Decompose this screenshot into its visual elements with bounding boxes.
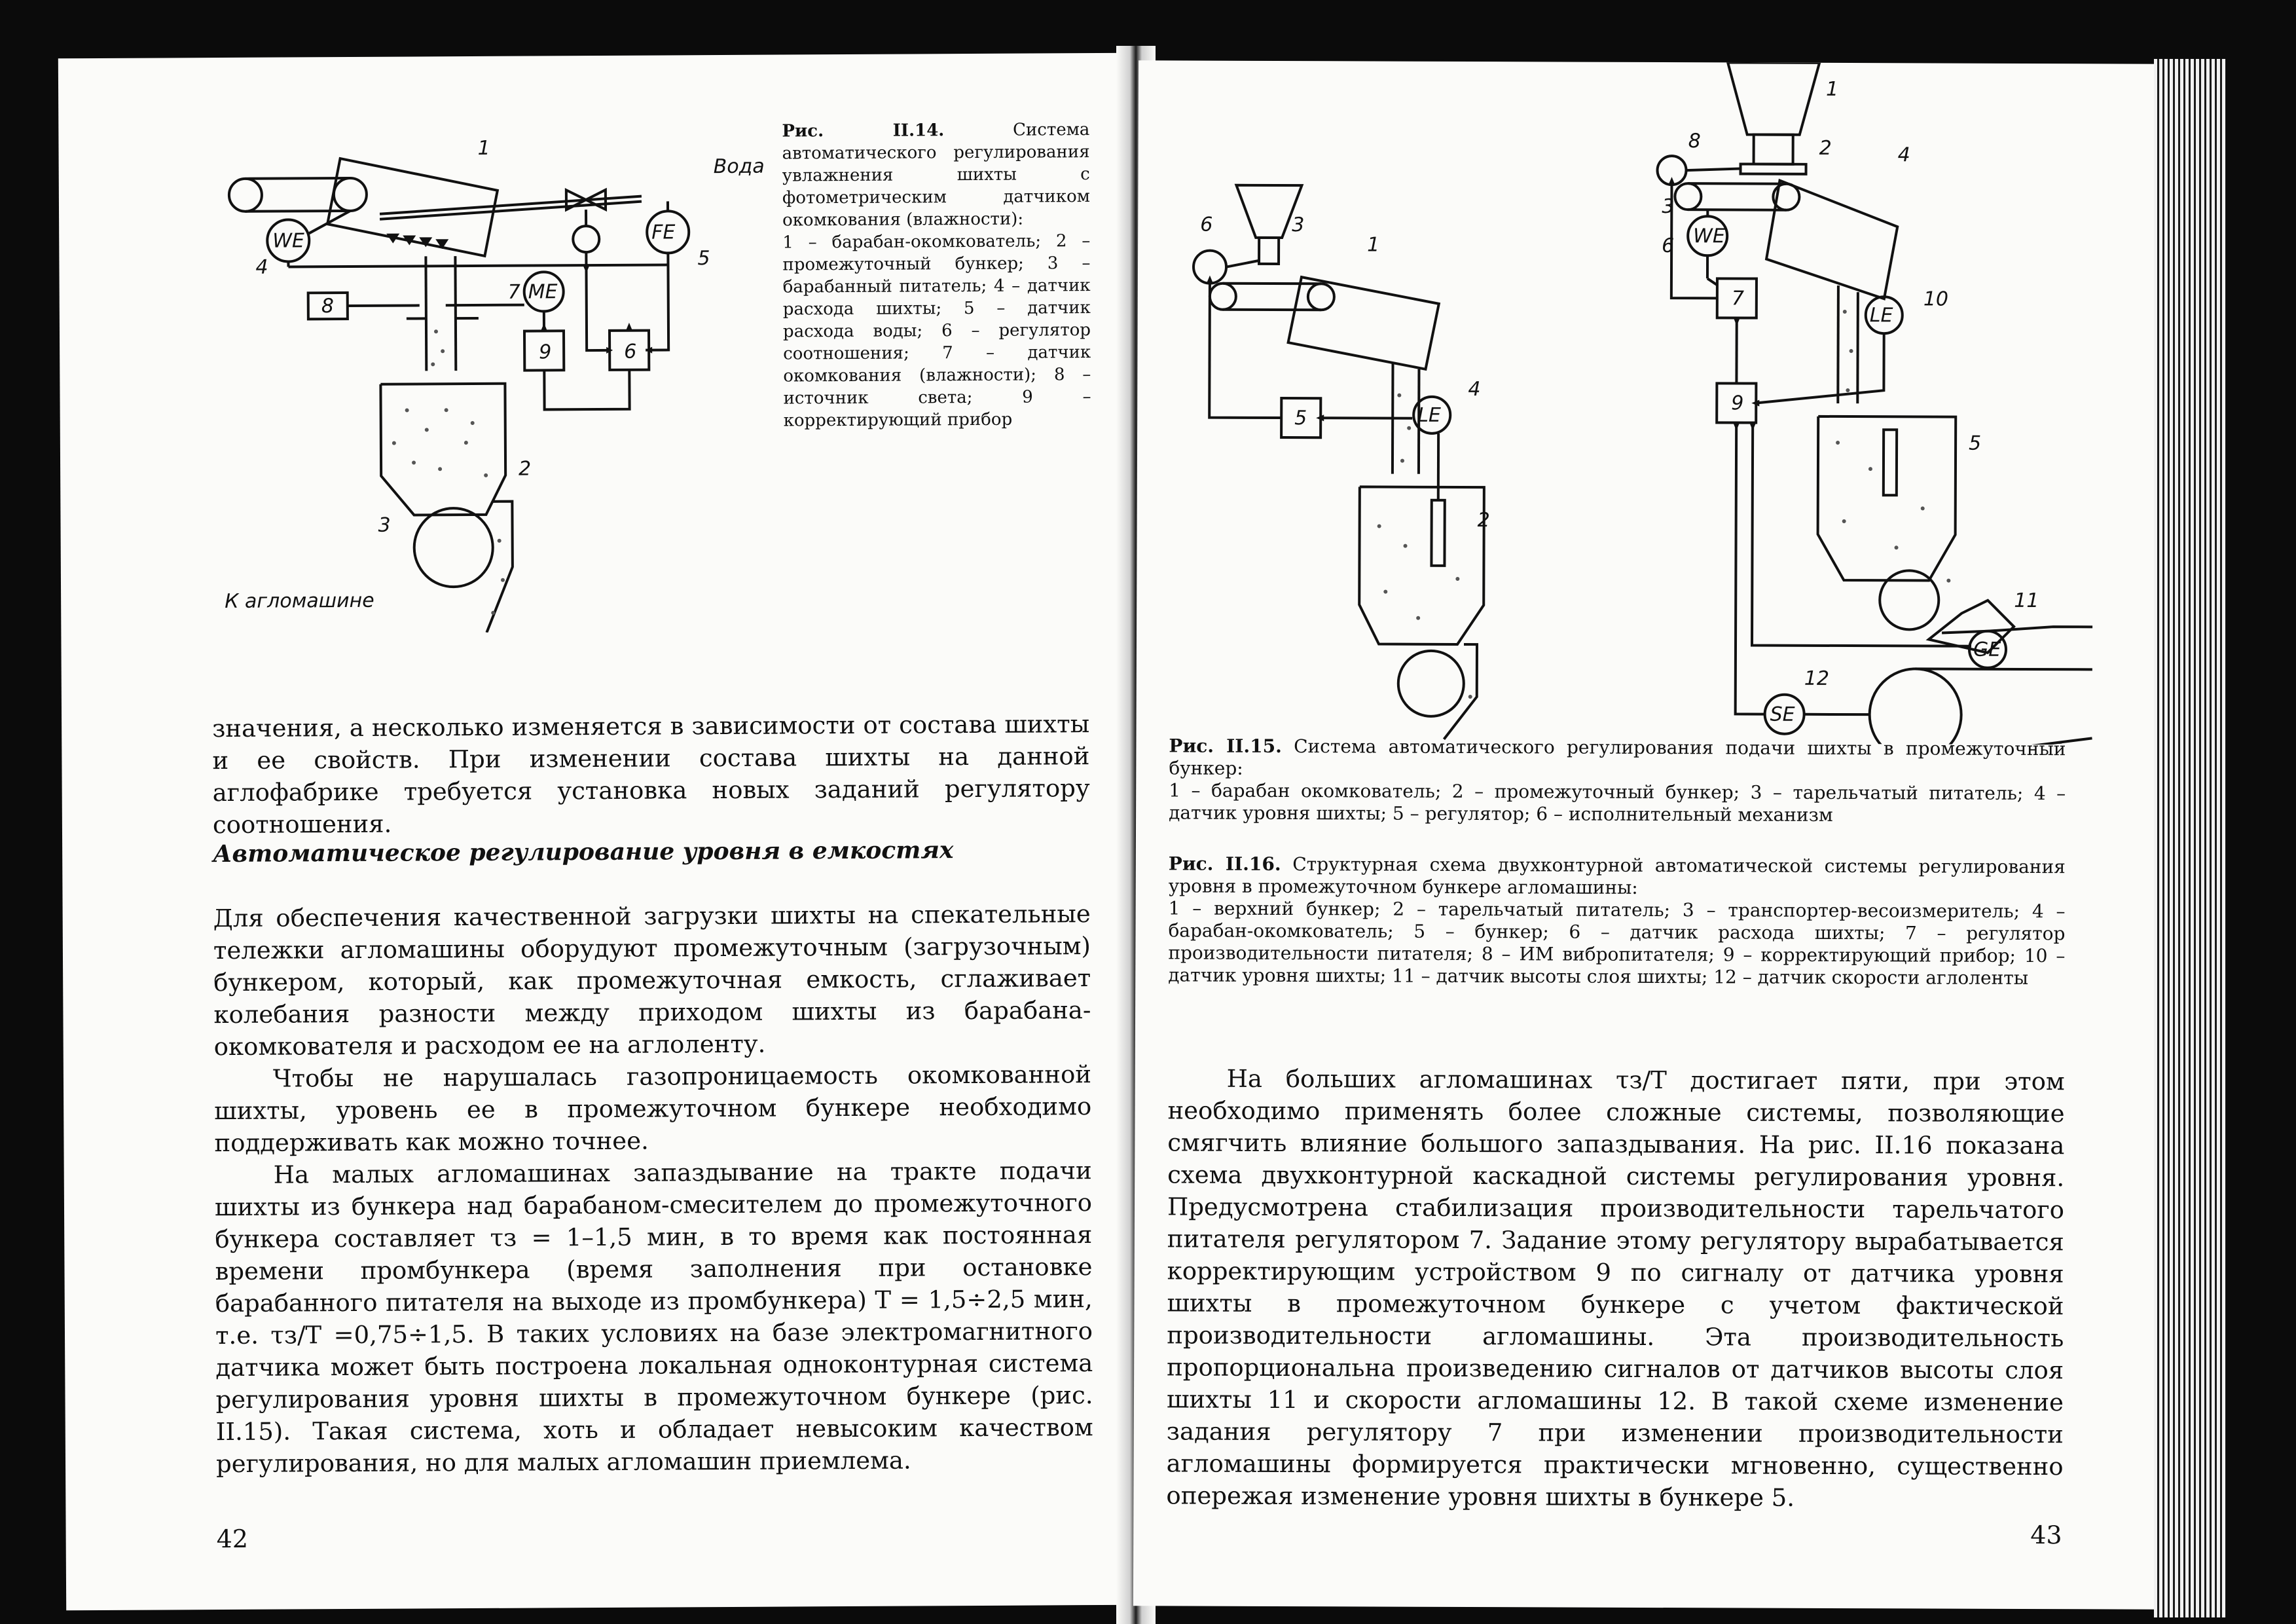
figure-II-14-caption <box>782 119 1091 432</box>
figure-II-14-svg <box>209 133 840 634</box>
fig15-n6: 6 <box>1200 213 1213 236</box>
left-paragraph-1-text: значения, а несколько изменяется в зависимости от состава шихты и ее свойств. При изменении состава шихты на данной аглофабрике требуется установка новых заданий регулятору соотношения. <box>212 710 1090 840</box>
fig16-n3: 3 <box>1662 195 1675 219</box>
fig15-n5: 5 <box>1294 407 1307 430</box>
fig14-tag-me: ME <box>528 280 558 304</box>
fig14-label-sinter: К агломашине <box>225 589 374 613</box>
page-number-left: 42 <box>216 1524 249 1554</box>
fig14-tag-we: WE <box>272 229 304 253</box>
left-body-text <box>213 898 1094 1480</box>
fig14-caption-legend: 1 – барабан-окомкователь; 2 – промежуточный бункер; 3 – барабанный питатель; 4 – датчик расхода шихты; 5 – датчик расхода воды; 6 – регулятор соотношения; 7 – датчик окомкования (влажности); 8 – источник света; 9 – корректирующий прибор <box>782 231 1091 431</box>
figure-II-16-diagram <box>1620 62 2134 745</box>
fig14-n2: 2 <box>519 457 532 481</box>
fig14-n9: 9 <box>539 341 552 364</box>
fig14-n6: 6 <box>624 340 637 363</box>
fig16-tag-we: WE <box>1693 225 1725 248</box>
figure-II-15-caption <box>1169 735 2066 827</box>
fig16-tag-ge: GE <box>1973 638 2001 661</box>
fig16-tag-le: LE <box>1869 304 1893 327</box>
right-paragraph-1: На больших агломашинах τз/T достигает пяти, при этом необходимо применять более сложные системы, позволяющие смягчить влияние большого запаздывания. На рис. II.16 показана схема двухконтурной каскадной системы регулирования уровня. Предусмотрена стабилизация производительности тарельчатого питателя регулятором 7. Задание этому регулятору вырабатывается корректирующим устройством 9 по сигналу от датчика уровня шихты в промежуточном бункере с учетом фактической производительности агломашины. Эта производительность пропорциональна произведению сигналов от датчиков высоты слоя шихты 11 и скорости агломашины 12. В такой схеме изменение задания регулятору 7 при изменении производительности агломашины формируется практически мгновенно, существенно опережая изменение уровня шихты в бункере 5. <box>1166 1064 2065 1512</box>
fig16-n4: 4 <box>1897 143 1910 167</box>
right-page <box>1133 60 2173 1610</box>
fig14-n8: 8 <box>321 295 334 318</box>
fig16-caption-legend: 1 – верхний бункер; 2 – тарельчатый питатель; 3 – транспортер-весоизмеритель; 4 – барабан-окомкователь; 5 – бункер; 6 – датчик расхода шихты; 7 – регулятор производительности питателя; 8 – ИМ вибропитателя; 9 – корректирующий прибор; 10 – датчик уровня шихты; 11 – датчик высоты слоя шихты; 12 – датчик скорости аглоленты <box>1168 897 2066 989</box>
left-paragraph-4: На малых агломашинах запаздывание на тракте подачи шихты из бункера над барабаном-смесителем до промежуточного бункера составляет τз = 1–1,5 мин, в то время как постоянная времени промбункера (время заполнения при остановке барабанного питателя на выходе из промбункера) T = 1,5÷2,5 мин, т.е. τз/T =0,75÷1,5. В таких условиях на базе электромагнитного датчика может быть построена локальная одноконтурная система регулирования уровня шихты в промежуточном бункере (рис. II.15). Такая система, хоть и обладает невысоким качеством регулирования, но для малых агломашин приемлема. <box>214 1156 1093 1479</box>
left-paragraph-2: Для обеспечения качественной загрузки шихты на спекательные тележки агломашины оборудуют промежуточным (загрузочным) бункером, который, как промежуточная емкость, сглаживает колебания разности между приходом шихты из барабана-окомкователя и расходом ее на аглоленту. <box>213 900 1091 1061</box>
fig15-n1: 1 <box>1367 233 1380 257</box>
book-page-edges <box>2154 59 2226 1617</box>
fig14-n4: 4 <box>255 255 268 279</box>
fig14-caption-title: Система автоматического регулирования увлажнения шихты с фотометрическим датчиком окомкования (влажности): <box>782 120 1091 231</box>
figure-II-16-caption <box>1168 853 2066 989</box>
fig15-caption-legend: 1 – барабан окомкователь; 2 – промежуточный бункер; 3 – тарельчатый питатель; 4 – датчик уровня шихты; 5 – регулятор; 6 – исполнительный механизм <box>1169 779 2066 826</box>
fig16-n12: 12 <box>1804 667 1830 690</box>
figure-II-16-svg <box>1620 62 2134 745</box>
figure-II-14-diagram <box>209 133 840 634</box>
fig16-n6: 6 <box>1662 234 1675 258</box>
fig14-n3: 3 <box>378 513 391 537</box>
fig16-caption-title: Структурная схема двухконтурной автоматической системы регулирования уровня в промежуточном бункере агломашины: <box>1168 853 2066 898</box>
fig15-tag-le: LE <box>1417 403 1441 427</box>
fig16-caption-head: Рис. II.16. <box>1168 853 1281 876</box>
fig15-n2: 2 <box>1477 509 1490 532</box>
fig16-n11: 11 <box>2014 589 2039 613</box>
fig14-n1: 1 <box>477 136 490 160</box>
fig14-n7: 7 <box>507 280 520 304</box>
left-page <box>58 53 1140 1611</box>
right-body-text <box>1166 1062 2064 1515</box>
fig14-label-water: Вода <box>713 155 765 179</box>
page-number-right: 43 <box>2030 1521 2062 1550</box>
fig16-n1: 1 <box>1825 77 1839 101</box>
figure-II-15-diagram <box>1169 119 1537 743</box>
fig14-n5: 5 <box>697 247 710 270</box>
fig16-n5: 5 <box>1969 432 1982 455</box>
section-title: Автоматическое регулирование уровня в емкостях <box>213 836 954 868</box>
left-paragraph-1 <box>212 708 1090 841</box>
left-paragraph-3: Чтобы не нарушалась газопроницаемость окомкованной шихты, уровень ее в промежуточном бункере необходимо поддерживать как можно точнее. <box>214 1060 1092 1158</box>
fig16-n10: 10 <box>1923 287 1949 311</box>
fig16-n7: 7 <box>1731 287 1745 310</box>
fig15-caption-head: Рис. II.15. <box>1169 735 1282 758</box>
fig16-n9: 9 <box>1731 392 1744 415</box>
fig15-caption-title: Система автоматического регулирования подачи шихты в промежуточный бункер: <box>1169 735 2066 779</box>
fig15-n4: 4 <box>1468 378 1481 401</box>
fig16-n8: 8 <box>1688 130 1701 153</box>
figure-II-15-svg <box>1169 119 1537 743</box>
fig14-caption-head: Рис. II.14. <box>782 120 945 141</box>
fig16-tag-se: SE <box>1770 703 1795 726</box>
fig14-tag-fe: FE <box>651 221 676 244</box>
fig15-n3: 3 <box>1292 213 1305 237</box>
fig16-n2: 2 <box>1819 136 1832 160</box>
